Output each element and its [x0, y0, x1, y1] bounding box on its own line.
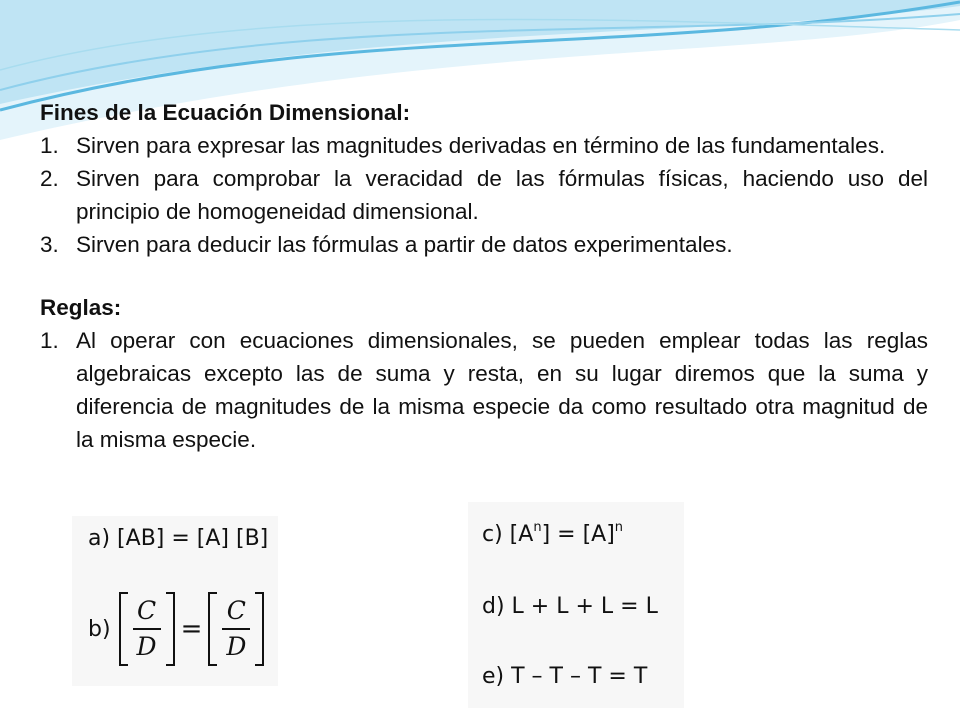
right-bracket [166, 592, 175, 666]
fines-heading: Fines de la Ecuación Dimensional: [40, 100, 411, 125]
fraction-right [217, 596, 255, 662]
list-number: 2. [40, 166, 59, 191]
list-number: 3. [40, 232, 59, 257]
list-text: Sirven para expresar las magnitudes derivadas en término de las fundamentales. [76, 133, 886, 158]
spacer [40, 261, 928, 291]
equation-a: a) [AB] = [A] [B] [88, 526, 269, 551]
equation-c-prefix: c) [A [482, 522, 534, 547]
fraction-left [128, 596, 166, 662]
list-text: Sirven para comprobar la veracidad de las fórmulas físicas, haciendo uso del principio de homogeneidad dimensional. [76, 166, 928, 224]
reglas-item-1 [40, 324, 928, 456]
fraction-denominator: D [226, 632, 247, 661]
equation-d: d) L + L + L = L [482, 594, 658, 619]
fraction-numerator: C [226, 596, 246, 625]
list-number: 1. [40, 328, 59, 353]
fraction-denominator: D [136, 632, 157, 661]
equation-b-label: b) [88, 616, 111, 642]
equation-c-mid: ] = [A] [541, 522, 615, 547]
equation-c [482, 520, 623, 547]
left-bracket [119, 592, 128, 666]
equation-image-left [72, 516, 278, 686]
exponent: n [533, 520, 542, 535]
list-text: Al operar con ecuaciones dimensionales, se pueden emplear todas las reglas algebraicas excepto las de suma y resta, en su lugar diremos que la suma y diferencia de magnitudes de la misma especie da como resultado otra magnitud de la misma especie. [76, 328, 928, 452]
fraction-bar [222, 628, 250, 630]
equals-sign: = [180, 614, 203, 644]
slide-body [40, 96, 928, 456]
list-number: 1. [40, 133, 59, 158]
equation-e: e) T – T – T = T [482, 664, 648, 689]
right-bracket [255, 592, 264, 666]
fraction-numerator: C [136, 596, 157, 625]
fines-item-1 [40, 129, 928, 162]
reglas-heading: Reglas: [40, 295, 122, 320]
left-bracket [208, 592, 217, 666]
fines-item-3 [40, 228, 928, 261]
fraction-bar [133, 628, 161, 630]
fines-item-2 [40, 162, 928, 228]
equation-image-right [468, 502, 684, 708]
list-text: Sirven para deducir las fórmulas a partir de datos experimentales. [76, 232, 733, 257]
equation-b [88, 592, 264, 666]
exponent: n [614, 520, 624, 535]
